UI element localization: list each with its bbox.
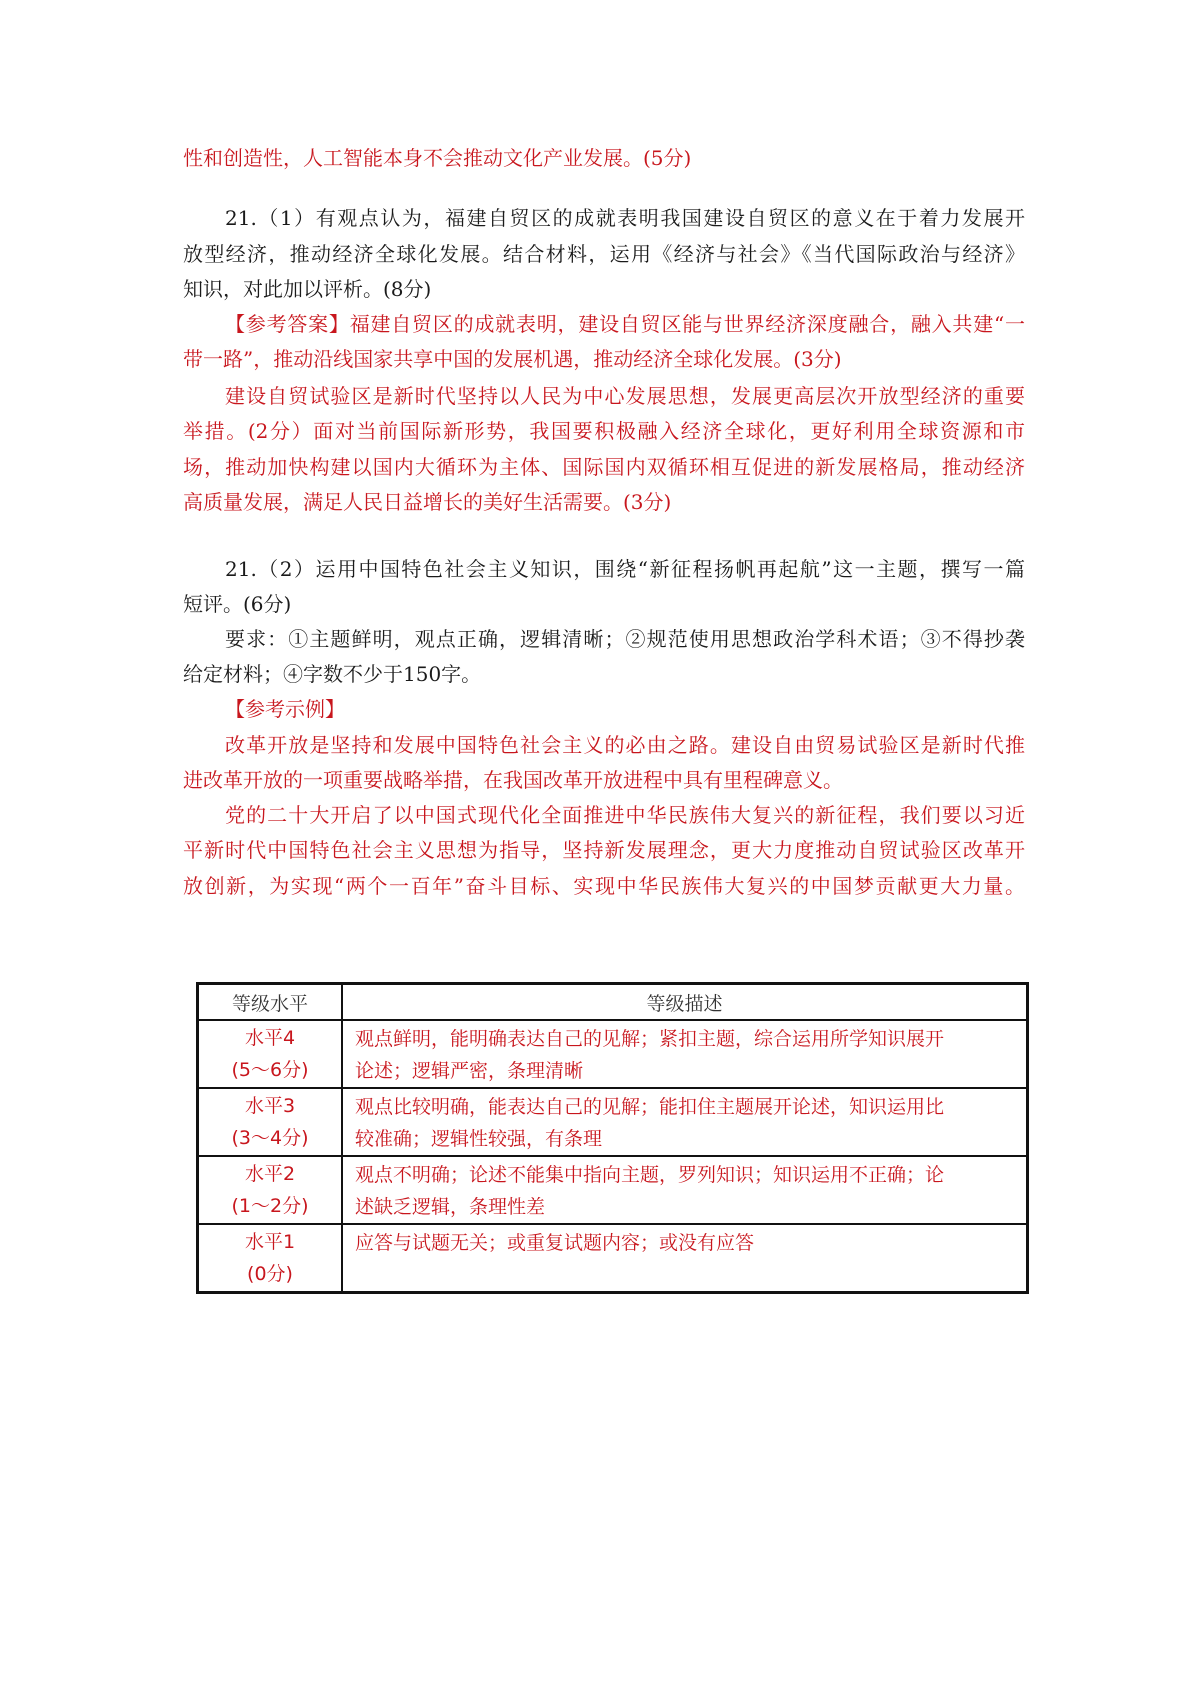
answer-21-1-line-1: 【参考答案】福建自贸区的成就表明，建设自贸区能与世界经济深度融合，融入共建“一	[225, 312, 1025, 336]
table-row	[198, 1224, 1028, 1293]
level-name: 水平4	[244, 1027, 296, 1049]
answer-21-1-line-3: 建设自贸试验区是新时代坚持以人民为中心发展思想，发展更高层次开放型经济的重要	[225, 384, 1025, 408]
description-cell	[342, 1020, 1028, 1088]
requirements-line-2: 给定材料；④字数不少于150字。	[183, 662, 482, 686]
question-21-2-line-1: 21.（2）运用中国特色社会主义知识，围绕“新征程扬帆再起航”这一主题，撰写一篇	[225, 557, 1025, 581]
level-cell	[198, 1020, 343, 1088]
example-line-1: 改革开放是坚持和发展中国特色社会主义的必由之路。建设自由贸易试验区是新时代推	[225, 733, 1025, 757]
example-line-2: 进改革开放的一项重要战略举措，在我国改革开放进程中具有里程碑意义。	[183, 768, 843, 792]
grading-table-header	[198, 984, 1028, 1021]
example-line-5: 放创新，为实现“两个一百年”奋斗目标、实现中华民族伟大复兴的中国梦贡献更大力量。	[183, 874, 1025, 898]
grading-table	[196, 982, 1029, 1294]
table-row	[198, 1020, 1028, 1088]
description-line: 述缺乏逻辑，条理性差	[355, 1196, 546, 1218]
level-score: (1～2分)	[231, 1195, 309, 1217]
description-line: 观点不明确；论述不能集中指向主题，罗列知识；知识运用不正确；论	[355, 1164, 945, 1186]
level-cell	[198, 1088, 343, 1156]
level-score: (5～6分)	[231, 1059, 309, 1081]
description-line: 观点鲜明，能明确表达自己的见解；紧扣主题，综合运用所学知识展开	[355, 1028, 945, 1050]
description-line: 观点比较明确，能表达自己的见解；能扣住主题展开论述，知识运用比	[355, 1096, 945, 1118]
answer-21-1-line-5: 场，推动加快构建以国内大循环为主体、国际国内双循环相互促进的新发展格局，推动经济	[183, 455, 1025, 479]
description-line: 论述；逻辑严密，条理清晰	[355, 1060, 584, 1082]
table-row	[198, 1156, 1028, 1224]
level-cell	[198, 1224, 343, 1293]
description-line: 应答与试题无关；或重复试题内容；或没有应答	[355, 1232, 755, 1254]
answer-fragment-line: 性和创造性，人工智能本身不会推动文化产业发展。(5分)	[183, 146, 692, 170]
level-name: 水平1	[244, 1231, 296, 1253]
question-21-1-line-2: 放型经济，推动经济全球化发展。结合材料，运用《经济与社会》《当代国际政治与经济》	[183, 242, 1025, 266]
level-score: (0分)	[247, 1263, 293, 1285]
question-21-2-line-2: 短评。(6分)	[183, 592, 292, 616]
answer-21-1-line-4: 举措。(2分）面对当前国际新形势，我国要积极融入经济全球化，更好利用全球资源和市	[183, 419, 1025, 443]
question-21-1-line-3: 知识，对此加以评析。(8分)	[183, 277, 432, 301]
example-line-3: 党的二十大开启了以中国式现代化全面推进中华民族伟大复兴的新征程，我们要以习近	[225, 803, 1025, 827]
table-row	[198, 1088, 1028, 1156]
example-line-4: 平新时代中国特色社会主义思想为指导，坚持新发展理念，更大力度推动自贸试验区改革开	[183, 838, 1025, 862]
example-label: 【参考示例】	[225, 697, 345, 721]
description-cell	[342, 1156, 1028, 1224]
level-name: 水平2	[244, 1163, 296, 1185]
description-cell	[342, 1224, 1028, 1293]
description-line: 较准确；逻辑性较强，有条理	[355, 1128, 603, 1150]
requirements-line-1: 要求：①主题鲜明，观点正确，逻辑清晰；②规范使用思想政治学科术语；③不得抄袭	[225, 627, 1025, 651]
question-21-1-line-1: 21.（1）有观点认为，福建自贸区的成就表明我国建设自贸区的意义在于着力发展开	[225, 206, 1025, 230]
level-cell	[198, 1156, 343, 1224]
level-name: 水平3	[244, 1095, 296, 1117]
answer-21-1-line-6: 高质量发展，满足人民日益增长的美好生活需要。(3分)	[183, 490, 672, 514]
description-cell	[342, 1088, 1028, 1156]
answer-21-1-line-2: 带一路”，推动沿线国家共享中国的发展机遇，推动经济全球化发展。(3分)	[183, 347, 842, 371]
header-description: 等级描述	[342, 984, 1028, 1021]
header-level: 等级水平	[198, 984, 343, 1021]
level-score: (3～4分)	[231, 1127, 309, 1149]
